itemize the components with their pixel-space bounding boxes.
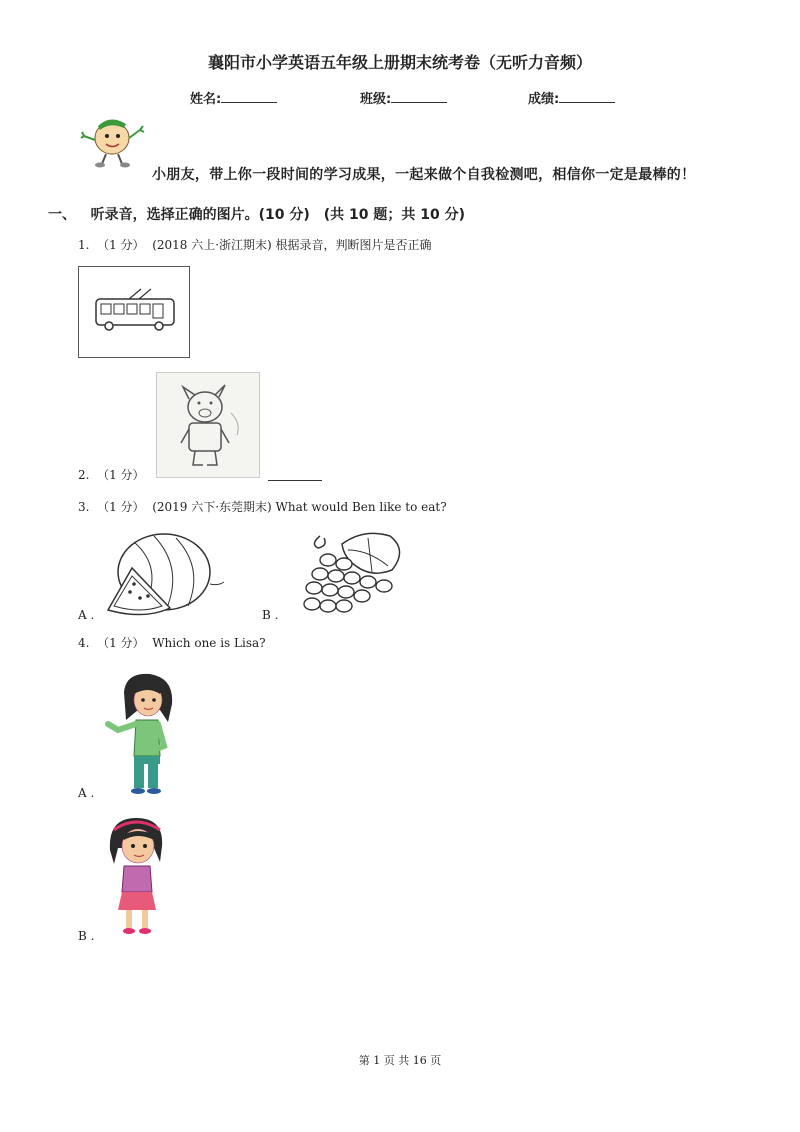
- question-score: （1 分）: [97, 238, 145, 252]
- question-4: [78, 634, 266, 651]
- answer-blank[interactable]: [268, 480, 322, 481]
- option-b[interactable]: B .: [78, 929, 95, 943]
- grapes-icon: [298, 526, 410, 618]
- question-text: (2018 六上·浙江期末) 根据录音，判断图片是否正确: [152, 238, 432, 252]
- question-score: （1 分）: [97, 636, 145, 650]
- question-3: [78, 498, 447, 515]
- girl-green-icon: [102, 670, 178, 796]
- name-blank[interactable]: [221, 90, 277, 103]
- question-text: Which one is Lisa?: [152, 636, 266, 650]
- question-score: （1 分）: [97, 500, 145, 514]
- page-title: 襄阳市小学英语五年级上册期末统考卷（无听力音频）: [207, 53, 592, 72]
- section-title: 听录音，选择正确的图片。(10 分) (共 10 题；共 10 分): [90, 207, 466, 223]
- question-number: 4.: [78, 636, 90, 650]
- trolleybus-icon: [78, 266, 190, 358]
- section-number: 一、: [48, 207, 76, 223]
- name-field[interactable]: [190, 88, 277, 107]
- score-blank[interactable]: [559, 90, 615, 103]
- score-label: 成绩:: [528, 92, 560, 107]
- class-field[interactable]: [360, 88, 447, 107]
- question-2: [78, 466, 145, 483]
- option-b[interactable]: B .: [262, 608, 279, 622]
- question-score: （1 分）: [97, 468, 145, 482]
- option-a[interactable]: A .: [78, 608, 95, 622]
- question-1: [78, 236, 432, 253]
- question-number: 3.: [78, 500, 90, 514]
- intro-text: 小朋友，带上你一段时间的学习成果，一起来做个自我检测吧，相信你一定是最棒的！: [152, 167, 696, 183]
- option-a[interactable]: A .: [78, 786, 95, 800]
- class-blank[interactable]: [391, 90, 447, 103]
- watermelon-icon: [104, 528, 226, 622]
- section-header: [48, 204, 465, 224]
- girl-pink-icon: [104, 814, 170, 938]
- page-footer: 第 1 页 共 16 页: [358, 1054, 442, 1067]
- name-label: 姓名:: [190, 92, 222, 107]
- question-text: (2019 六下·东莞期末) What would Ben like to eat?: [152, 500, 447, 514]
- mascot-icon: [80, 114, 146, 170]
- question-number: 2.: [78, 468, 90, 482]
- score-field[interactable]: [528, 88, 615, 107]
- question-number: 1.: [78, 238, 90, 252]
- pig-icon: [156, 372, 260, 478]
- class-label: 班级:: [360, 92, 392, 107]
